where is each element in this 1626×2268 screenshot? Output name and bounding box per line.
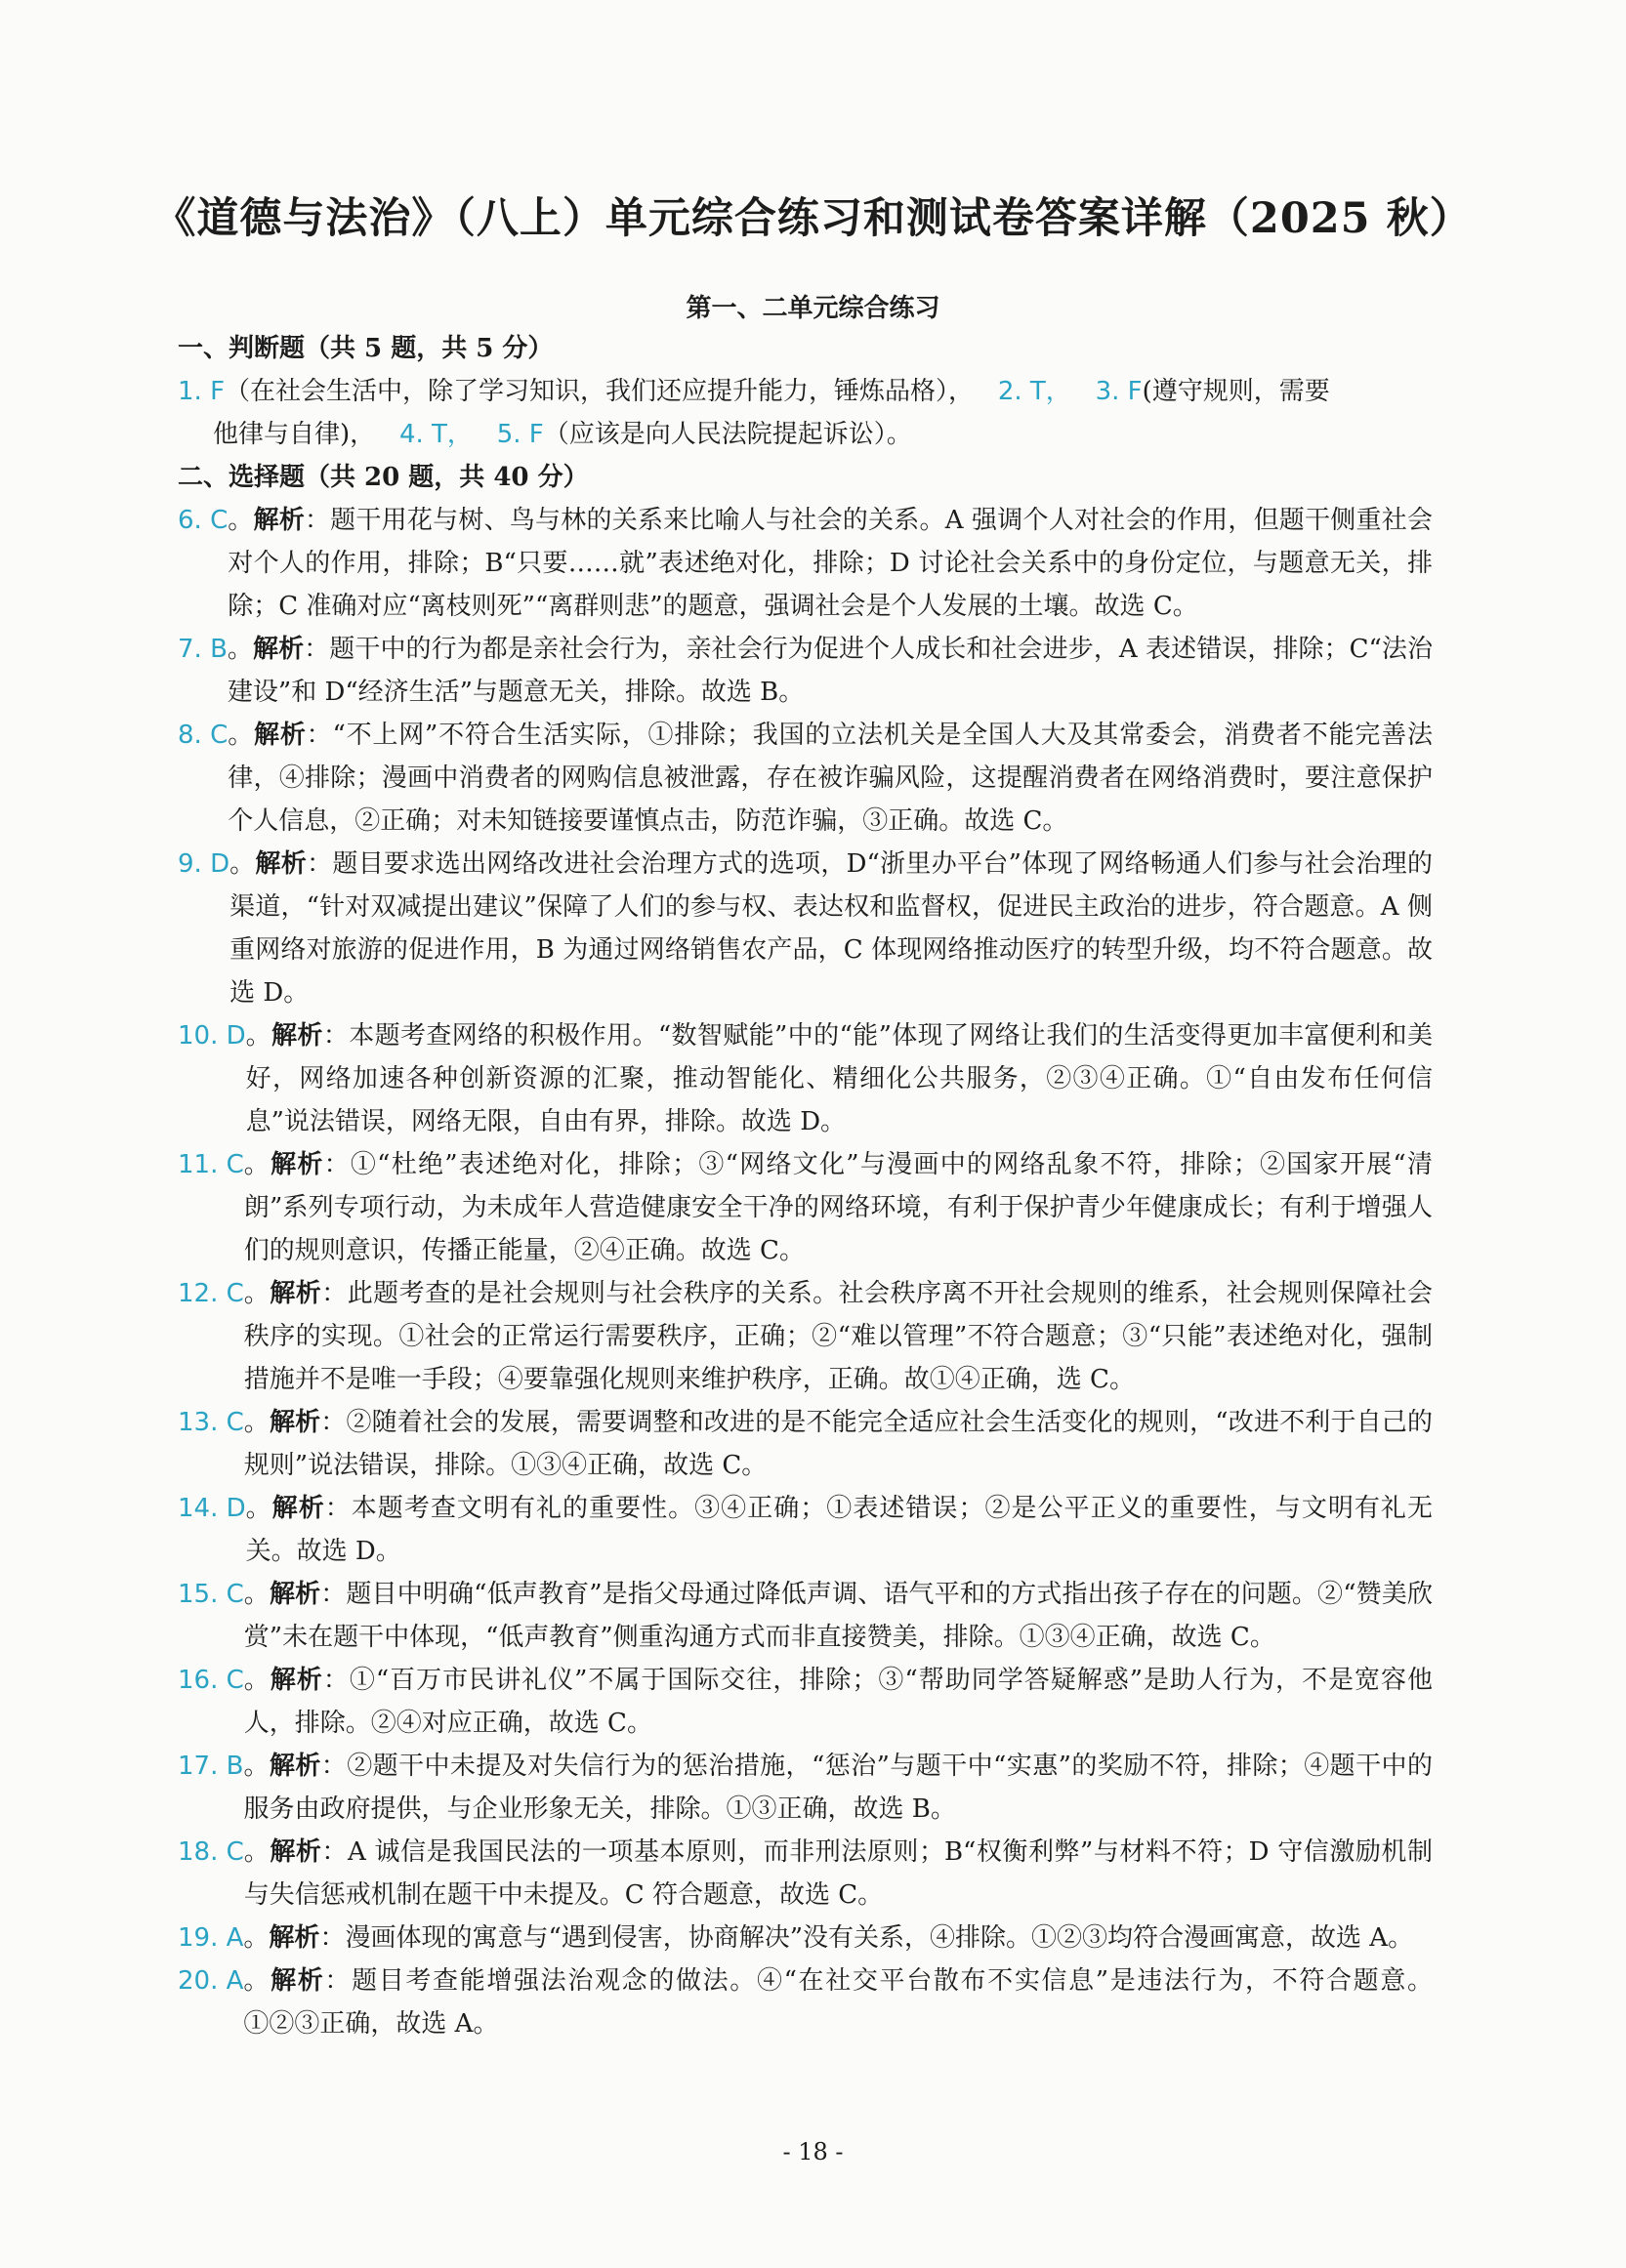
analysis-label: 解析 [270, 1666, 323, 1695]
answer-explanation: 。解析：题干用花与树、鸟与林的关系来比喻人与社会的关系。A 强调个人对社会的作用，但题干侧重社会对个人的作用，排除；B“只要……就”表述绝对化，排除；D 讨论社会关系中的身份定位，与题意无关，排除；C 准确对应“离枝则死”“离群则悲”的题意，强调社会是个人发展的土壤。故选 C。 [228, 506, 1433, 621]
answer-2: 2. T， [997, 377, 1071, 406]
true-false-line-1 [178, 370, 1433, 413]
list-item [178, 1573, 1433, 1659]
section-subtitle: 第一、二单元综合练习 [686, 294, 940, 323]
list-item [178, 1272, 1433, 1401]
section-heading-true-false: 一、判断题（共 5 题，共 5 分） [178, 334, 554, 363]
analysis-label: 解析 [271, 1494, 325, 1523]
answer-4: 4. T， [398, 420, 473, 449]
analysis-label: 解析 [271, 1021, 323, 1051]
answer-explanation: 。解析：②题干中未提及对失信行为的惩治措施，“惩治”与题干中“实惠”的奖励不符，排除；④题干中的服务由政府提供，与企业形象无关，排除。①③正确，故选 B。 [243, 1752, 1433, 1824]
analysis-text: ①“杜绝”表述绝对化，排除；③“网络文化”与漫画中的网络乱象不符，排除；②国家开展“清朗”系列专项行动，为未成年人营造健康安全干净的网络环境，有利于保护青少年健康成长；有利于增强人们的规则意识，传播正能量，②④正确。故选 C。 [243, 1150, 1433, 1265]
list-item [178, 1487, 1433, 1573]
list-item [178, 1659, 1433, 1745]
page-title: 《道德与法治》（八上）单元综合练习和测试卷答案详解（2025 秋） [153, 194, 1473, 243]
list-item [178, 628, 1433, 714]
answer-explanation: 。解析：A 诚信是我国民法的一项基本原则，而非刑法原则；B“权衡利弊”与材料不符；D 守信激励机制与失信惩戒机制在题干中未提及。C 符合题意，故选 C。 [243, 1837, 1433, 1910]
analysis-label: 解析 [269, 1752, 321, 1781]
page-number: - 18 - [782, 2138, 844, 2165]
answer-number: 18. C [178, 1837, 244, 1867]
answer-number: 10. D [178, 1021, 246, 1051]
answer-explanation: 。解析：①“百万市民讲礼仪”不属于国际交往，排除；③“帮助同学答疑解惑”是助人行为，不是宽容他人，排除。②④对应正确，故选 C。 [243, 1666, 1433, 1738]
answer-number: 9. D [178, 849, 230, 879]
answer-number: 16. C [178, 1666, 244, 1695]
answer-3: 3. F [1095, 377, 1143, 406]
list-item [178, 714, 1433, 843]
section-heading-choice: 二、选择题（共 20 题，共 40 分） [178, 463, 589, 492]
answer-3-note-b: 他律与自律)， [213, 420, 376, 449]
analysis-text: 题目要求选出网络改进社会治理方式的选项，D“浙里办平台”体现了网络畅通人们参与社会治理的渠道，“针对双减提出建议”保障了人们的参与权、表达权和监督权，促进民主政治的进步，符合题意。A 侧重网络对旅游的促进作用，B 为通过网络销售农产品，C 体现网络推动医疗的转型升级，均不符合题意。故选 D。 [229, 849, 1433, 1008]
answer-number: 19. A [178, 1923, 244, 1953]
answer-1-note: （在社会生活中，除了学习知识，我们还应提升能力，锤炼品格）， [225, 377, 975, 406]
list-item [178, 843, 1433, 1014]
analysis-label: 解析 [271, 1966, 325, 1996]
content [178, 327, 1433, 2045]
analysis-text: 本题考查文明有礼的重要性。③④正确；①表述错误；②是公平正义的重要性，与文明有礼无关。故选 D。 [245, 1494, 1433, 1566]
list-item [178, 499, 1433, 628]
analysis-text: 题干用花与树、鸟与林的关系来比喻人与社会的关系。A 强调个人对社会的作用，但题干侧重社会对个人的作用，排除；B“只要……就”表述绝对化，排除；D 讨论社会关系中的身份定位，与题意无关，排除；C 准确对应“离枝则死”“离群则悲”的题意，强调社会是个人发展的土壤。故选 C。 [228, 506, 1433, 621]
answer-1: 1. F [178, 377, 226, 406]
analysis-text: 本题考查网络的积极作用。“数智赋能”中的“能”体现了网络让我们的生活变得更加丰富便利和美好，网络加速各种创新资源的汇聚，推动智能化、精细化公共服务，②③④正确。①“自由发布任何信息”说法错误，网络无限，自由有界，排除。故选 D。 [245, 1021, 1433, 1136]
true-false-line-2 [178, 413, 1433, 456]
answer-explanation: 。解析：①“杜绝”表述绝对化，排除；③“网络文化”与漫画中的网络乱象不符，排除；②国家开展“清朗”系列专项行动，为未成年人营造健康安全干净的网络环境，有利于保护青少年健康成长；有利于增强人们的规则意识，传播正能量，②④正确。故选 C。 [243, 1150, 1433, 1265]
answer-number: 6. C [178, 506, 229, 535]
answer-explanation: 。解析：漫画体现的寓意与“遇到侵害，协商解决”没有关系，④排除。①②③均符合漫画寓意，故选 A。 [243, 1923, 1414, 1953]
analysis-label: 解析 [270, 1837, 322, 1867]
list-item [178, 1831, 1433, 1917]
analysis-text: 题目考查能增强法治观念的做法。④“在社交平台散布不实信息”是违法行为，不符合题意。①②③正确，故选 A。 [243, 1966, 1433, 2039]
answer-number: 12. C [178, 1279, 244, 1308]
analysis-text: 题目中明确“低声教育”是指父母通过降低声调、语气平和的方式指出孩子存在的问题。②“赞美欣赏”未在题干中体现，“低声教育”侧重沟通方式而非直接赞美，排除。①③④正确，故选 C。 [243, 1580, 1433, 1652]
answer-number: 20. A [178, 1966, 244, 1996]
answer-explanation: 。解析：题干中的行为都是亲社会行为，亲社会行为促进个人成长和社会进步，A 表述错误，排除；C“法治建设”和 D“经济生活”与题意无关，排除。故选 B。 [227, 635, 1433, 707]
choice-answer-list [178, 499, 1433, 2045]
answer-explanation: 。解析：“不上网”不符合生活实际，①排除；我国的立法机关是全国人大及其常委会，消费者不能完善法律，④排除；漫画中消费者的网购信息被泄露，存在被诈骗风险，这提醒消费者在网络消费时，要注意保护个人信息，②正确；对未知链接要谨慎点击，防范诈骗，③正确。故选 C。 [228, 721, 1433, 836]
analysis-text: ②随着社会的发展，需要调整和改进的是不能完全适应社会生活变化的规则，“改进不利于自己的规则”说法错误，排除。①③④正确，故选 C。 [243, 1408, 1433, 1480]
answer-number: 7. B [178, 635, 228, 664]
answer-number: 13. C [178, 1408, 244, 1437]
answer-explanation: 。解析：题目要求选出网络改进社会治理方式的选项，D“浙里办平台”体现了网络畅通人们参与社会治理的渠道，“针对双减提出建议”保障了人们的参与权、表达权和监督权，促进民主政治的进步，符合题意。A 侧重网络对旅游的促进作用，B 为通过网络销售农产品，C 体现网络推动医疗的转型升级，均不符合题意。故选 D。 [229, 849, 1433, 1008]
list-item [178, 1917, 1433, 1959]
analysis-text: A 诚信是我国民法的一项基本原则，而非刑法原则；B“权衡利弊”与材料不符；D 守信激励机制与失信惩戒机制在题干中未提及。C 符合题意，故选 C。 [243, 1837, 1433, 1910]
list-item [178, 1143, 1433, 1272]
analysis-label: 解析 [255, 849, 308, 879]
analysis-text: ①“百万市民讲礼仪”不属于国际交往，排除；③“帮助同学答疑解惑”是助人行为，不是宽容他人，排除。②④对应正确，故选 C。 [243, 1666, 1433, 1738]
list-item [178, 1959, 1433, 2045]
answer-explanation: 。解析：本题考查文明有礼的重要性。③④正确；①表述错误；②是公平正义的重要性，与文明有礼无关。故选 D。 [245, 1494, 1433, 1566]
answer-5: 5. F [496, 420, 544, 449]
analysis-label: 解析 [253, 635, 305, 664]
answer-number: 11. C [178, 1150, 244, 1179]
answer-5-note: （应该是向人民法院提起诉讼）。 [543, 420, 912, 449]
list-item [178, 1745, 1433, 1831]
analysis-label: 解析 [270, 1279, 322, 1308]
list-item [178, 1401, 1433, 1487]
analysis-label: 解析 [269, 1408, 321, 1437]
answer-number: 14. D [178, 1494, 246, 1523]
analysis-text: 题干中的行为都是亲社会行为，亲社会行为促进个人成长和社会进步，A 表述错误，排除；C“法治建设”和 D“经济生活”与题意无关，排除。故选 B。 [227, 635, 1433, 707]
answer-number: 8. C [178, 721, 229, 750]
analysis-label: 解析 [269, 1923, 320, 1953]
answer-explanation: 。解析：②随着社会的发展，需要调整和改进的是不能完全适应社会生活变化的规则，“改进不利于自己的规则”说法错误，排除。①③④正确，故选 C。 [243, 1408, 1433, 1480]
answer-explanation: 。解析：此题考查的是社会规则与社会秩序的关系。社会秩序离不开社会规则的维系，社会规则保障社会秩序的实现。①社会的正常运行需要秩序，正确；②“难以管理”不符合题意；③“只能”表述绝对化，强制措施并不是唯一手段；④要靠强化规则来维护秩序，正确。故①④正确，选 C。 [243, 1279, 1433, 1394]
analysis-text: “不上网”不符合生活实际，①排除；我国的立法机关是全国人大及其常委会，消费者不能完善法律，④排除；漫画中消费者的网购信息被泄露，存在被诈骗风险，这提醒消费者在网络消费时，要注意保护个人信息，②正确；对未知链接要谨慎点击，防范诈骗，③正确。故选 C。 [228, 721, 1433, 836]
analysis-text: 此题考查的是社会规则与社会秩序的关系。社会秩序离不开社会规则的维系，社会规则保障社会秩序的实现。①社会的正常运行需要秩序，正确；②“难以管理”不符合题意；③“只能”表述绝对化，强制措施并不是唯一手段；④要靠强化规则来维护秩序，正确。故①④正确，选 C。 [243, 1279, 1433, 1394]
answer-number: 15. C [178, 1580, 244, 1609]
analysis-label: 解析 [254, 721, 307, 750]
analysis-label: 解析 [253, 506, 305, 535]
answer-number: 17. B [178, 1752, 244, 1781]
analysis-label: 解析 [271, 1150, 324, 1179]
list-item [178, 1014, 1433, 1143]
analysis-label: 解析 [269, 1580, 321, 1609]
analysis-text: 漫画体现的寓意与“遇到侵害，协商解决”没有关系，④排除。①②③均符合漫画寓意，故选 A。 [345, 1923, 1414, 1953]
analysis-text: ②题干中未提及对失信行为的惩治措施，“惩治”与题干中“实惠”的奖励不符，排除；④题干中的服务由政府提供，与企业形象无关，排除。①③正确，故选 B。 [243, 1752, 1433, 1824]
answer-3-note-a: (遵守规则，需要 [1142, 377, 1330, 406]
answer-explanation: 。解析：本题考查网络的积极作用。“数智赋能”中的“能”体现了网络让我们的生活变得更加丰富便利和美好，网络加速各种创新资源的汇聚，推动智能化、精细化公共服务，②③④正确。①“自由发布任何信息”说法错误，网络无限，自由有界，排除。故选 D。 [245, 1021, 1433, 1136]
answer-explanation: 。解析：题目中明确“低声教育”是指父母通过降低声调、语气平和的方式指出孩子存在的问题。②“赞美欣赏”未在题干中体现，“低声教育”侧重沟通方式而非直接赞美，排除。①③④正确，故选 C。 [243, 1580, 1433, 1652]
answer-explanation: 。解析：题目考查能增强法治观念的做法。④“在社交平台散布不实信息”是违法行为，不符合题意。①②③正确，故选 A。 [243, 1966, 1433, 2039]
